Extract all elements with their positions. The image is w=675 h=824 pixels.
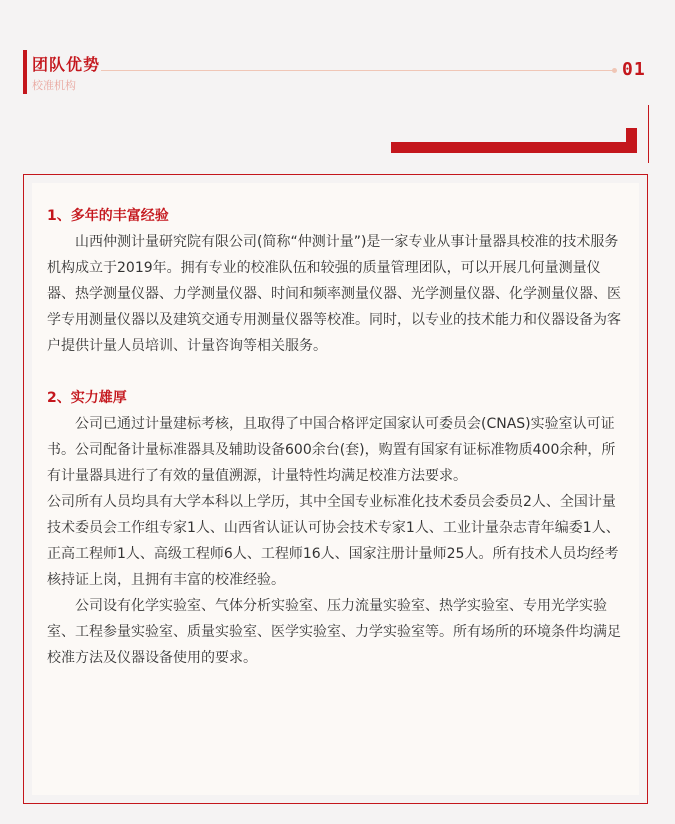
paragraph-accreditation: 公司已通过计量建标考核，且取得了中国合格评定国家认可委员会(CNAS)实验室认可证书。公司配备计量标准器具及辅助设备600余台(套)，购置有国家有证标准物质400余种，所有计量器具进行了有效的量值溯源，计量特性均满足校准方法要求。 (47, 416, 616, 484)
section-title-experience: 1、多年的丰富经验 (47, 208, 169, 224)
section-title-strength: 2、实力雄厚 (47, 390, 127, 406)
header-accent-bar (23, 50, 27, 94)
header-divider-dot (612, 68, 617, 73)
content-box-inner (32, 183, 639, 795)
content-body (47, 203, 627, 671)
content-box (23, 174, 648, 804)
decorative-horizontal-bar (391, 142, 637, 153)
section-spacer (47, 359, 627, 385)
header-subtitle: 校准机构 (32, 79, 76, 92)
paragraph-laboratories: 公司设有化学实验室、气体分析实验室、压力流量实验室、热学实验室、专用光学实验室、工程参量实验室、质量实验室、医学实验室、力学实验室等。所有场所的环境条件均满足校准方法及仪器设备使用的要求。 (47, 598, 621, 666)
header-title: 团队优势 (32, 55, 101, 74)
header-divider-line (101, 70, 613, 71)
decorative-vertical-line (648, 105, 649, 163)
paragraph-staff: 公司所有人员均具有大学本科以上学历，其中全国专业标准化技术委员会委员2人、全国计量技术委员会工作组专家1人、山西省认证认可协会技术专家1人、工业计量杂志青年编委1人、正高工程师1人、高级工程师6人、工程师16人、国家注册计量师25人。所有技术人员均经考核持证上岗，且拥有丰富的校准经验。 (47, 494, 620, 588)
paragraph-company-intro: 山西仲测计量研究院有限公司(简称“仲测计量”)是一家专业从事计量器具校准的技术服务机构成立于2019年。拥有专业的校准队伍和较强的质量管理团队，可以开展几何量测量仪器、热学测量仪器、力学测量仪器、时间和频率测量仪器、光学测量仪器、化学测量仪器、医学专用测量仪器以及建筑交通专用测量仪器等校准。同时，以专业的技术能力和仪器设备为客户提供计量人员培训、计量咨询等相关服务。 (47, 234, 621, 354)
section-header (23, 50, 653, 98)
header-number: 01 (622, 59, 646, 80)
